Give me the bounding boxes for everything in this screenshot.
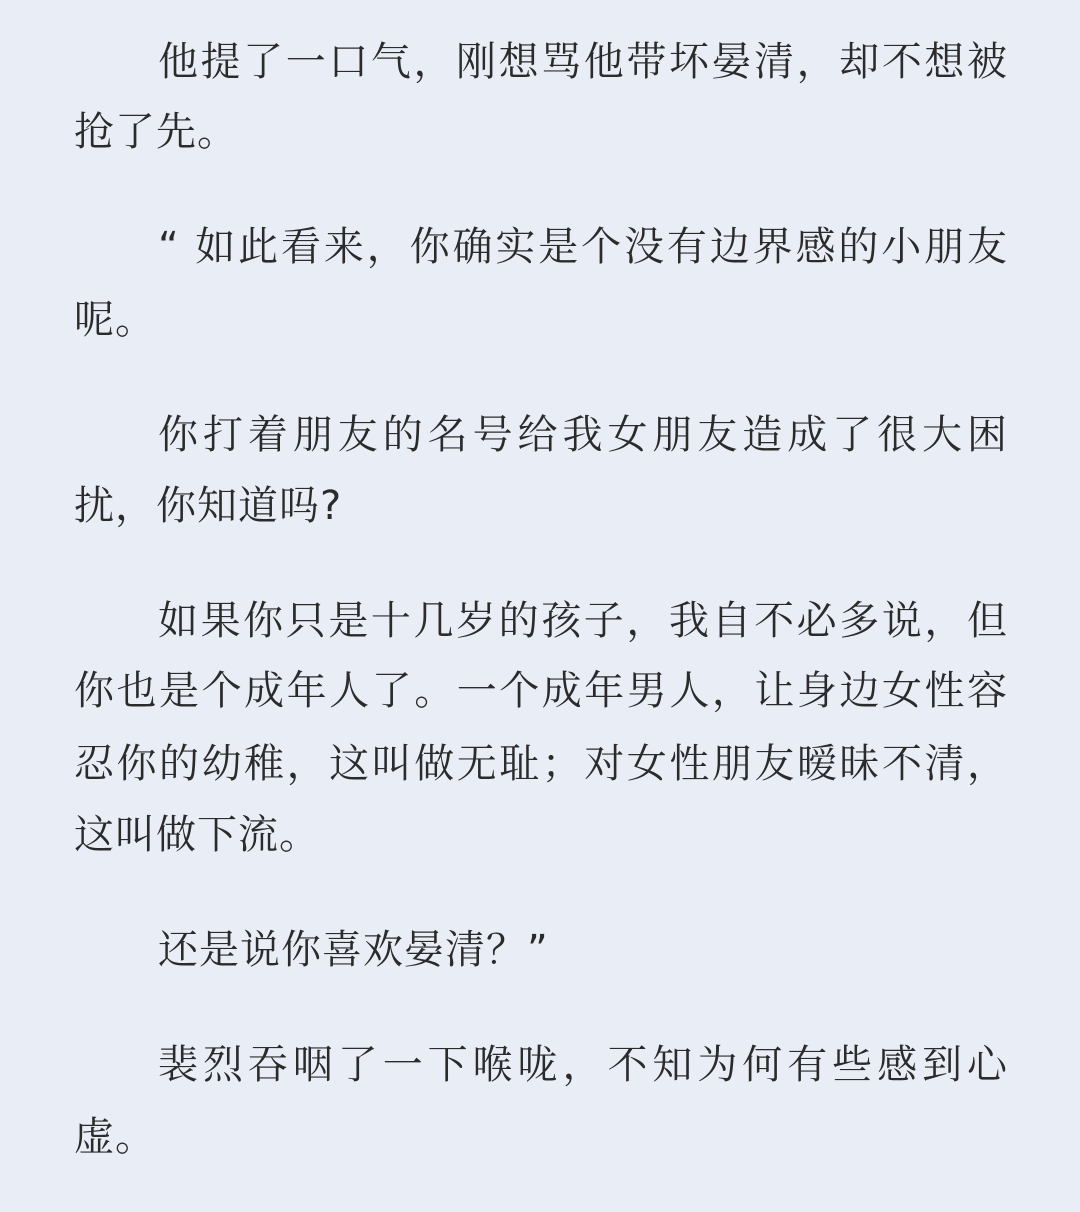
paragraph-1-line-2: 抢了先。 xyxy=(74,109,238,155)
paragraph-6-line-2: 虚。 xyxy=(74,1114,156,1160)
paragraph-3-line-1: 你打着朋友的名号给我女朋友造成了很大困 xyxy=(158,412,1008,458)
paragraph-4-line-4: 这叫做下流。 xyxy=(74,812,320,858)
paragraph-2-line-1: “ 如此看来，你确实是个没有边界感的小朋友 xyxy=(158,224,1008,270)
paragraph-1-line-1: 他提了一口气，刚想骂他带坏晏清，却不想被 xyxy=(158,39,1008,85)
paragraph-2-line-2: 呢。 xyxy=(74,297,156,343)
paragraph-4-line-2: 你也是个成年人了。一个成年男人，让身边女性容 xyxy=(74,668,1008,714)
paragraph-5-line-1: 还是说你喜欢晏清？” xyxy=(158,927,549,973)
paragraph-4-line-3: 忍你的幼稚，这叫做无耻；对女性朋友暧昧不清， xyxy=(74,741,1008,787)
paragraph-3-line-2: 扰，你知道吗? xyxy=(74,483,343,529)
paragraph-4-line-1: 如果你只是十几岁的孩子，我自不必多说，但 xyxy=(158,598,1008,644)
paragraph-6-line-1: 裴烈吞咽了一下喉咙，不知为何有些感到心 xyxy=(158,1042,1008,1088)
